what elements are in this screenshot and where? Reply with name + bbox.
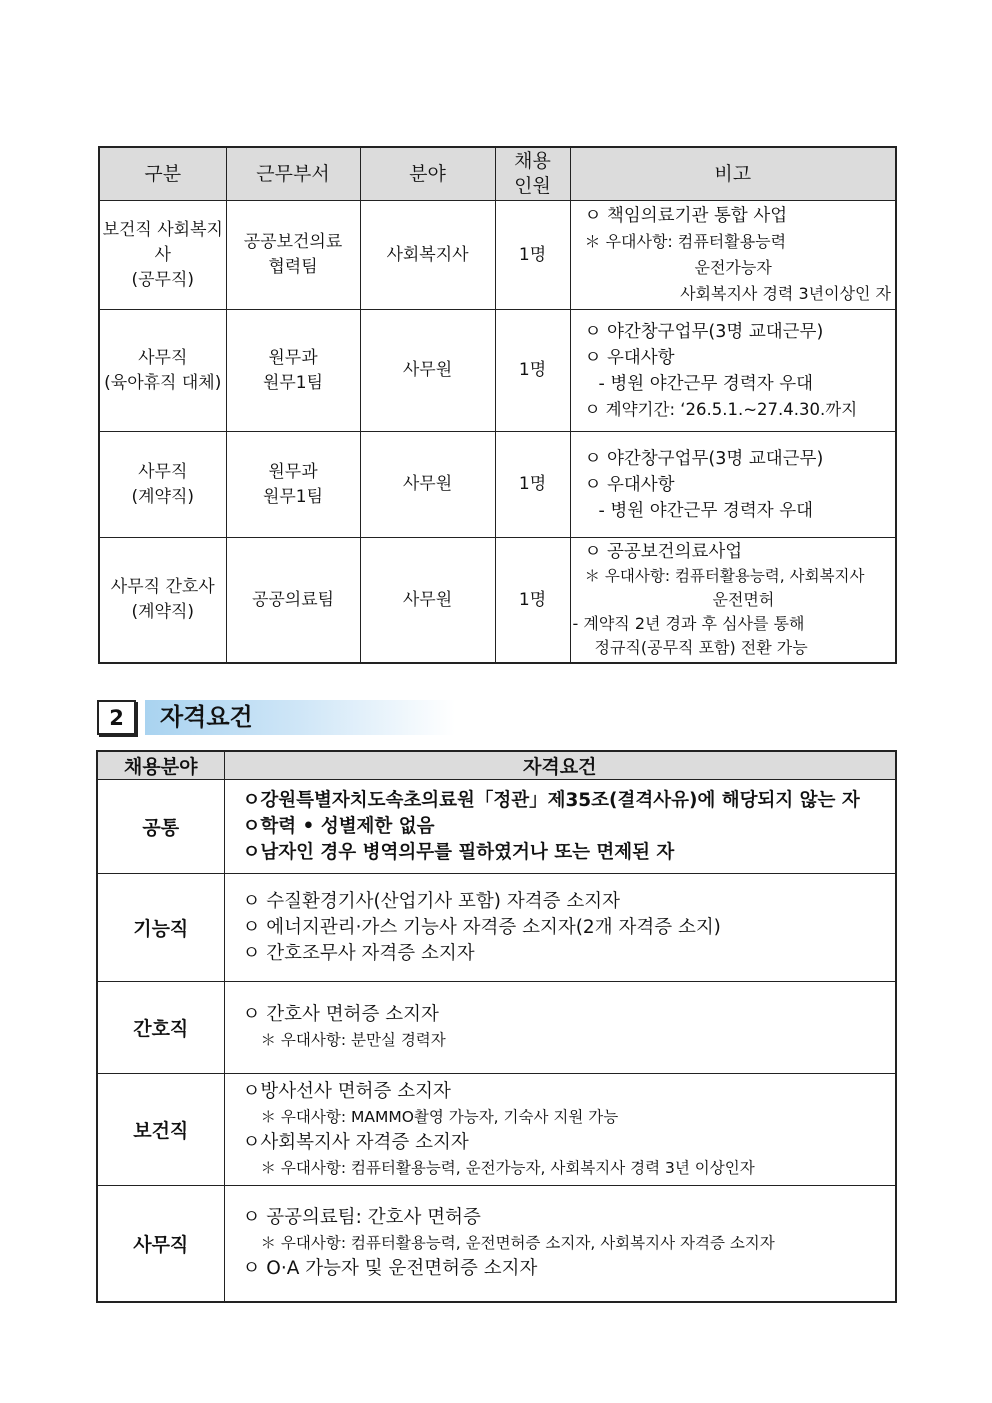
header-category: 구분 <box>99 147 226 201</box>
table-header-row <box>99 147 896 201</box>
table-row <box>99 201 896 310</box>
row-field: 사무원 <box>360 538 495 664</box>
row-remarks: ㅇ 책임의료기관 통합 사업 ＊ 우대사항: 컴퓨터활용능력 운전가능자 사회복지사 경력 3년이상인 자 <box>570 201 896 310</box>
row-headcount: 1명 <box>495 201 570 310</box>
table-row <box>97 1186 896 1302</box>
row-category: 기능직 <box>97 874 224 982</box>
row-category: 보건직 사회복지사 (공무직) <box>99 201 226 310</box>
row-field: 사무원 <box>360 432 495 538</box>
header-remarks: 비고 <box>570 147 896 201</box>
row-category: 사무직 (육아휴직 대체) <box>99 310 226 432</box>
row-headcount: 1명 <box>495 310 570 432</box>
table-row <box>97 874 896 982</box>
row-department: 원무과 원무1팀 <box>226 432 360 538</box>
table-row <box>97 1074 896 1186</box>
header-department: 근무부서 <box>226 147 360 201</box>
section-number: 2 <box>97 700 136 735</box>
header-headcount: 채용 인원 <box>495 147 570 201</box>
table-row <box>99 432 896 538</box>
row-category: 공통 <box>97 780 224 874</box>
table-row <box>97 982 896 1074</box>
row-field: 사무원 <box>360 310 495 432</box>
header-field: 분야 <box>360 147 495 201</box>
row-requirements: ㅇ 공공의료팀: 간호사 면허증 ＊ 우대사항: 컴퓨터활용능력, 운전면허증 소지자, 사회복지사 자격증 소지자 ㅇ O·A 가능자 및 운전면허증 소지자 <box>224 1186 896 1302</box>
table-row <box>97 780 896 874</box>
table-row <box>99 538 896 664</box>
row-requirements: ㅇ방사선사 면허증 소지자 ＊ 우대사항: MAMMO촬영 가능자, 기숙사 지원 가능 ㅇ사회복지사 자격증 소지자 ＊ 우대사항: 컴퓨터활용능력, 운전가능자, 사회복지사 경력 3년 이상인자 <box>224 1074 896 1186</box>
row-headcount: 1명 <box>495 538 570 664</box>
row-requirements: ㅇ강원특별자치도속초의료원「정관」제35조(결격사유)에 해당되지 않는 자 ㅇ학력 • 성별제한 없음 ㅇ남자인 경우 병역의무를 필하였거나 또는 면제된 자 <box>224 780 896 874</box>
row-department: 원무과 원무1팀 <box>226 310 360 432</box>
row-category: 사무직 간호사 (계약직) <box>99 538 226 664</box>
row-field: 사회복지사 <box>360 201 495 310</box>
section-title: 자격요건 <box>160 703 253 731</box>
table-row <box>99 310 896 432</box>
header-recruit-field: 채용분야 <box>97 751 224 780</box>
table-header-row <box>97 751 896 780</box>
row-department: 공공보건의료 협력팀 <box>226 201 360 310</box>
row-remarks: ㅇ 야간창구업무(3명 교대근무) ㅇ 우대사항 - 병원 야간근무 경력자 우대 ㅇ 계약기간: ‘26.5.1.~27.4.30.까지 <box>570 310 896 432</box>
row-category: 사무직 (계약직) <box>99 432 226 538</box>
row-remarks: ㅇ 야간창구업무(3명 교대근무) ㅇ 우대사항 - 병원 야간근무 경력자 우대 <box>570 432 896 538</box>
row-department: 공공의료팀 <box>226 538 360 664</box>
row-requirements: ㅇ 수질환경기사(산업기사 포함) 자격증 소지자 ㅇ 에너지관리·가스 기능사 자격증 소지자(2개 자격증 소지) ㅇ 간호조무사 자격증 소지자 <box>224 874 896 982</box>
recruitment-table <box>98 146 897 664</box>
row-headcount: 1명 <box>495 432 570 538</box>
qualification-table <box>96 750 897 1303</box>
row-remarks: ㅇ 공공보건의료사업 ＊ 우대사항: 컴퓨터활용능력, 사회복지사 운전면허 - 계약직 2년 경과 후 심사를 통해 정규직(공무직 포함) 전환 가능 <box>570 538 896 664</box>
row-category: 보건직 <box>97 1074 224 1186</box>
header-qualification: 자격요건 <box>224 751 896 780</box>
row-category: 간호직 <box>97 982 224 1074</box>
row-category: 사무직 <box>97 1186 224 1302</box>
row-requirements: ㅇ 간호사 면허증 소지자 ＊ 우대사항: 분만실 경력자 <box>224 982 896 1074</box>
